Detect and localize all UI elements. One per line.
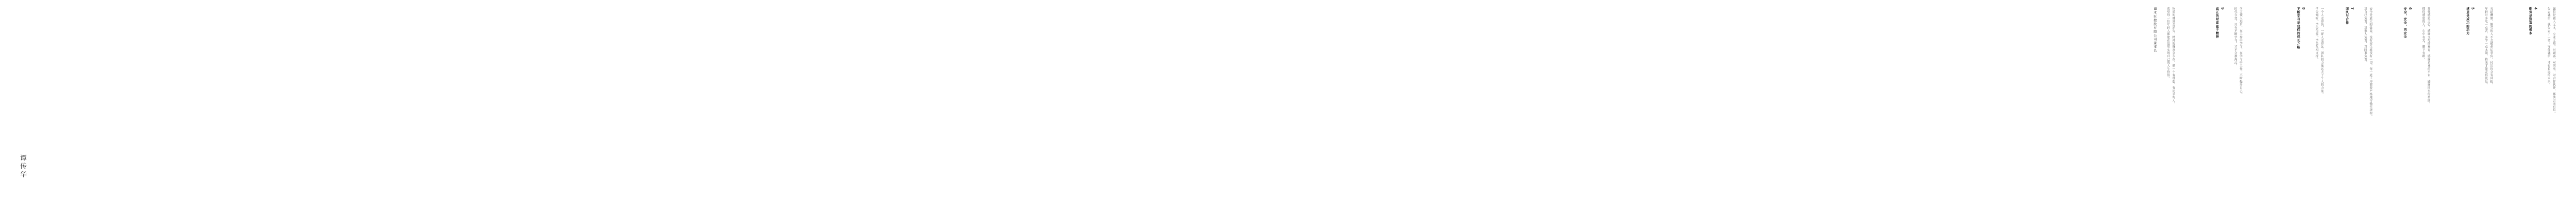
section-paragraph: 对自己负责，对家人负责，对同事负责。 — [2363, 7, 2367, 64]
section-number: 7 — [2350, 7, 2354, 10]
letter-section — [2232, 7, 2306, 141]
section-title: 不断学习是我们的成长之路 — [2296, 7, 2300, 49]
letter-section — [2420, 7, 2475, 141]
company-brand: 谭木匠控股有限公司董事长 — [2153, 7, 2157, 53]
section-number: 5 — [2470, 7, 2475, 10]
section-heading — [2176, 7, 2224, 141]
section-number: 6 — [2408, 7, 2413, 10]
section-paragraph: 一个人走得快，一群人走得远。团队的力量远大于个人的力量。 — [2320, 7, 2324, 96]
section-title: 安全，安全，再安全 — [2403, 7, 2407, 39]
section-paragraph: 时代在变，只有不断学习，才不会被淘汰。 — [2233, 7, 2237, 67]
section-paragraph: 学习使人进步。在工作中学习，在学习中工作，不断提升自己。 — [2239, 7, 2242, 96]
section-paragraph: 常怀感恩之心：感谢父母的养育，感谢企业的平台，感谢同事的帮助。 — [2427, 7, 2430, 105]
letter-section — [2546, 7, 2576, 141]
section-heading — [2556, 7, 2576, 141]
section-heading — [2325, 7, 2354, 141]
section-title: 团队与合作 — [2345, 7, 2349, 25]
sections — [2157, 7, 2576, 141]
section-paragraph: 天道酬勤。勤劳的人不会被命运辜负，付出终会有回报。 — [2489, 7, 2493, 86]
letter-section — [2314, 7, 2354, 141]
section-paragraph: 失去诚信，就失去了一切；守住诚信，才有长远的未来。 — [2547, 7, 2550, 86]
section-paragraph: 物质的财富会消失，精神的财富会永存。做一个有理想、有追求的人。 — [2172, 7, 2175, 105]
section-heading — [2431, 7, 2475, 141]
letter-section — [2165, 7, 2225, 141]
section-paragraph: 希望每一位年轻人都能在这里实现自己的人生价值。 — [2166, 7, 2170, 80]
section-paragraph: 懂得感恩的人，心中有光，脚下有路。 — [2421, 7, 2425, 61]
section-paragraph: 年轻时多吃一点苦，多学一点本领，将来才能走得更远。 — [2484, 7, 2488, 86]
section-title: 真正的财富在于精神 — [2215, 7, 2219, 39]
letter-section — [2483, 7, 2538, 141]
section-number: 9 — [2220, 7, 2225, 10]
section-heading — [2494, 7, 2537, 141]
section-number: 8 — [2301, 7, 2306, 10]
section-paragraph: 诚信是做人之本，立业之基。对顾客、对同事、对合作伙伴，都要言而有信。 — [2552, 7, 2555, 115]
section-heading — [2373, 7, 2412, 141]
section-paragraph: 安全是最大的效益，没有安全就没有一切。每一道工序都要严格遵守操作规程。 — [2369, 7, 2372, 118]
letter-section — [2363, 7, 2413, 141]
section-title: 勤劳是致富的根本 — [2528, 7, 2532, 35]
section-number: 4 — [2533, 7, 2538, 10]
section-title: 感恩是成功的动力 — [2465, 7, 2469, 35]
section-heading — [2243, 7, 2306, 141]
signature: 谭传华 — [19, 154, 26, 179]
section-paragraph: 学会倾听，学会包容，学会互相支持。 — [2315, 7, 2318, 61]
